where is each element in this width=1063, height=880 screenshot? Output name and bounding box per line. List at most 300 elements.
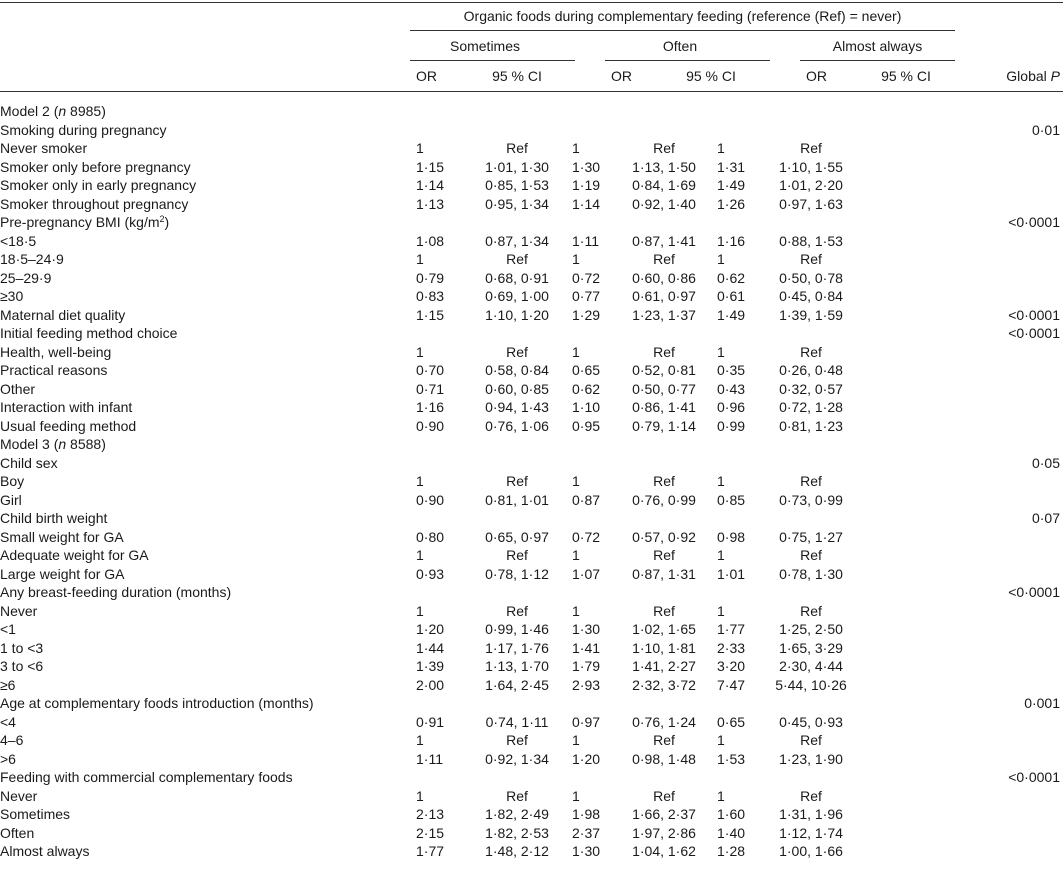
- or-often-cell: 1: [572, 602, 580, 619]
- row-label: [0, 435, 416, 454]
- ci-header-often: 95 % CI: [686, 68, 736, 84]
- or-sometimes-cell: 1: [416, 251, 424, 268]
- row-label-text: 4–6: [0, 732, 24, 749]
- ci-sometimes-cell: 0·74, 1·11: [485, 713, 549, 730]
- row-label: [0, 620, 416, 639]
- ci-almost-always-cell: 0·81, 1·23: [779, 417, 843, 434]
- ci-header-sometimes: 95 % CI: [492, 68, 542, 84]
- table-row: [0, 158, 1063, 177]
- row-label-n: n: [58, 103, 67, 120]
- ci-sometimes-cell: [462, 768, 572, 787]
- ci-sometimes-cell: [462, 583, 572, 602]
- or-sometimes-cell: [416, 324, 462, 343]
- ci-almost-always-cell: 0·75, 1·27: [779, 528, 843, 545]
- or-almost-always-cell: 1: [717, 602, 725, 619]
- table-row: [0, 676, 1063, 695]
- ci-often-cell: [611, 768, 717, 787]
- or-sometimes-cell: 2·15: [416, 824, 445, 841]
- row-label-text: Small weight for GA: [0, 528, 124, 545]
- or-sometimes-cell: 1: [416, 787, 424, 804]
- ci-almost-always-cell: 0·50, 0·78: [779, 269, 843, 286]
- global-p-cell: <0·0001: [1008, 769, 1060, 786]
- global-p-cell: [866, 361, 1063, 380]
- or-sometimes-cell: 0·80: [416, 528, 445, 545]
- row-label-text: Smoker only before pregnancy: [0, 158, 191, 175]
- ci-sometimes-cell: 0·87, 1·34: [485, 232, 549, 249]
- or-often-cell: 1: [572, 343, 580, 360]
- global-p-cell: [866, 824, 1063, 843]
- row-label: [0, 787, 416, 806]
- ci-almost-always-cell: 0·97, 1·63: [779, 195, 843, 212]
- ci-sometimes-cell: Ref: [506, 251, 528, 268]
- ci-often-cell: Ref: [653, 343, 675, 360]
- global-p-cell: [866, 380, 1063, 399]
- table-row: [0, 768, 1063, 787]
- ci-sometimes-cell: [462, 324, 572, 343]
- or-often-cell: 1: [572, 473, 580, 490]
- or-often-cell: 0·72: [572, 269, 601, 286]
- ci-sometimes-cell: [462, 509, 572, 528]
- ci-sometimes-cell: [462, 102, 572, 121]
- or-sometimes-cell: 1·16: [416, 399, 445, 416]
- global-p-cell: [866, 787, 1063, 806]
- row-label: [0, 472, 416, 491]
- group-title: Organic foods during complementary feeding (reference (Ref) = never): [463, 8, 902, 24]
- ci-almost-always-cell: 1·39, 1·59: [779, 306, 843, 323]
- ci-almost-always-cell: 0·32, 0·57: [779, 380, 843, 397]
- or-often-cell: [572, 454, 611, 473]
- ci-often-cell: 1·02, 1·65: [632, 621, 696, 638]
- or-sometimes-cell: 0·71: [416, 380, 445, 397]
- ci-sometimes-cell: Ref: [506, 343, 528, 360]
- or-often-cell: [572, 121, 611, 140]
- or-sometimes-cell: [416, 454, 462, 473]
- or-almost-always-cell: [717, 694, 756, 713]
- ci-often-cell: 0·57, 0·92: [632, 528, 696, 545]
- global-p-header: [1006, 67, 1060, 85]
- ci-almost-always-cell: [756, 435, 866, 454]
- or-often-cell: [572, 102, 611, 121]
- or-almost-always-cell: [717, 583, 756, 602]
- row-label-text: 1 to <3: [0, 639, 44, 656]
- data-table: [0, 102, 1063, 861]
- or-sometimes-cell: [416, 694, 462, 713]
- ci-almost-always-cell: [756, 102, 866, 121]
- row-label: [0, 805, 416, 824]
- or-often-cell: 1: [572, 140, 580, 157]
- global-p-cell: 0·05: [1031, 454, 1060, 471]
- table-row: [0, 361, 1063, 380]
- ci-often-cell: Ref: [653, 602, 675, 619]
- row-label-text: Never: [0, 602, 38, 619]
- top-rule: [0, 2, 1063, 3]
- ci-often-cell: 0·87, 1·41: [632, 232, 696, 249]
- ci-sometimes-cell: 0·76, 1·06: [485, 417, 549, 434]
- global-p-cell: [866, 565, 1063, 584]
- row-label: [0, 139, 416, 158]
- ci-almost-always-cell: 0·45, 0·84: [779, 288, 843, 305]
- table-row: [0, 713, 1063, 732]
- row-label-text: ≥30: [0, 288, 24, 305]
- or-often-cell: 0·87: [572, 491, 601, 508]
- global-p-cell: <0·0001: [1008, 584, 1060, 601]
- ci-often-cell: 1·04, 1·62: [632, 843, 696, 860]
- table-row: [0, 602, 1063, 621]
- row-label-text: 3 to <6: [0, 658, 44, 675]
- ci-sometimes-cell: 1·48, 2·12: [485, 843, 549, 860]
- ci-almost-always-cell: Ref: [800, 732, 822, 749]
- global-p-label: Global: [1006, 68, 1051, 84]
- or-often-cell: 1·20: [572, 750, 601, 767]
- or-often-cell: [572, 583, 611, 602]
- ci-sometimes-cell: 1·82, 2·53: [485, 824, 549, 841]
- ci-almost-always-cell: Ref: [800, 140, 822, 157]
- or-often-cell: 0·77: [572, 288, 601, 305]
- table-row: [0, 787, 1063, 806]
- ci-almost-always-cell: [756, 454, 866, 473]
- or-sometimes-cell: 0·70: [416, 362, 445, 379]
- table-row: [0, 583, 1063, 602]
- row-label: [0, 287, 416, 306]
- or-sometimes-cell: 2·13: [416, 806, 445, 823]
- global-p-cell: <0·0001: [1008, 214, 1060, 231]
- global-p-cell: [866, 287, 1063, 306]
- or-sometimes-cell: [416, 583, 462, 602]
- ci-sometimes-cell: 0·65, 0·97: [485, 528, 549, 545]
- global-p-cell: [866, 657, 1063, 676]
- table-row: [0, 176, 1063, 195]
- ci-often-cell: 2·32, 3·72: [632, 676, 696, 693]
- ci-often-cell: Ref: [653, 787, 675, 804]
- row-label: [0, 398, 416, 417]
- ci-sometimes-cell: [462, 213, 572, 232]
- row-label-text: >6: [0, 750, 16, 767]
- table-row: [0, 620, 1063, 639]
- or-almost-always-cell: [717, 121, 756, 140]
- global-p-cell: [866, 491, 1063, 510]
- ci-sometimes-cell: [462, 121, 572, 140]
- row-label-text: Boy: [0, 473, 25, 490]
- row-label-text: Model 2 (: [0, 103, 59, 120]
- or-often-cell: 0·72: [572, 528, 601, 545]
- global-p-cell: [866, 102, 1063, 121]
- or-sometimes-cell: 1·20: [416, 621, 445, 638]
- ci-often-cell: 1·13, 1·50: [632, 158, 696, 175]
- sub-rule-often: [605, 60, 770, 61]
- global-p-cell: [866, 269, 1063, 288]
- or-almost-always-cell: 0·35: [717, 362, 746, 379]
- row-label: [0, 269, 416, 288]
- or-sometimes-cell: 0·91: [416, 713, 445, 730]
- ci-often-cell: 1·10, 1·81: [632, 639, 696, 656]
- ci-sometimes-cell: 1·82, 2·49: [485, 806, 549, 823]
- ci-sometimes-cell: 1·64, 2·45: [485, 676, 549, 693]
- or-often-cell: 1·41: [572, 639, 601, 656]
- or-sometimes-cell: 0·79: [416, 269, 445, 286]
- row-label-text: <18·5: [0, 232, 37, 249]
- ci-often-cell: Ref: [653, 547, 675, 564]
- group-rule: [410, 30, 955, 31]
- row-label-suffix: 8588): [66, 436, 106, 453]
- row-label: [0, 546, 416, 565]
- or-often-cell: 1: [572, 251, 580, 268]
- or-often-cell: 1·14: [572, 195, 601, 212]
- global-p-cell: [866, 620, 1063, 639]
- row-label-text: Adequate weight for GA: [0, 547, 149, 564]
- sub-rule-sometimes: [410, 60, 575, 61]
- global-p-cell: [866, 472, 1063, 491]
- or-almost-always-cell: 1·40: [717, 824, 746, 841]
- ci-almost-always-cell: 1·10, 1·55: [779, 158, 843, 175]
- row-label: [0, 250, 416, 269]
- table-row: [0, 398, 1063, 417]
- ci-often-cell: 0·76, 0·99: [632, 491, 696, 508]
- row-label-text: <1: [0, 621, 16, 638]
- or-often-cell: 1·98: [572, 806, 601, 823]
- or-often-cell: 1·30: [572, 158, 601, 175]
- or-often-cell: 1·10: [572, 399, 601, 416]
- or-almost-always-cell: 1·60: [717, 806, 746, 823]
- row-label-suffix: 8985): [66, 103, 106, 120]
- table-row: [0, 472, 1063, 491]
- ci-often-cell: 1·41, 2·27: [632, 658, 696, 675]
- table-row: [0, 435, 1063, 454]
- ci-sometimes-cell: 0·60, 0·85: [485, 380, 549, 397]
- row-label-text: Age at complementary foods introduction (months): [0, 695, 314, 712]
- or-almost-always-cell: 1·31: [717, 158, 746, 175]
- global-p-cell: [866, 232, 1063, 251]
- or-almost-always-cell: 7·47: [717, 676, 746, 693]
- ci-often-cell: 1·97, 2·86: [632, 824, 696, 841]
- ci-sometimes-cell: 1·13, 1·70: [485, 658, 549, 675]
- ci-almost-always-cell: Ref: [800, 602, 822, 619]
- global-p-cell: [866, 731, 1063, 750]
- global-p-cell: [866, 639, 1063, 658]
- level-sometimes: Sometimes: [449, 38, 521, 54]
- or-often-cell: 0·62: [572, 380, 601, 397]
- global-p-cell: [866, 398, 1063, 417]
- ci-often-cell: 1·23, 1·37: [632, 306, 696, 323]
- row-label: [0, 158, 416, 177]
- or-often-cell: [572, 768, 611, 787]
- row-label: [0, 195, 416, 214]
- ci-often-cell: Ref: [653, 251, 675, 268]
- table-row: [0, 750, 1063, 769]
- row-label: [0, 750, 416, 769]
- or-sometimes-cell: [416, 509, 462, 528]
- or-sometimes-cell: [416, 213, 462, 232]
- row-label-text: Never: [0, 787, 38, 804]
- ci-often-cell: 0·84, 1·69: [632, 177, 696, 194]
- or-often-cell: 1·11: [572, 232, 599, 249]
- row-label-text: Feeding with commercial complementary foods: [0, 769, 293, 786]
- row-label: [0, 528, 416, 547]
- global-p-cell: [866, 750, 1063, 769]
- or-often-cell: 1: [572, 732, 580, 749]
- or-sometimes-cell: 0·83: [416, 288, 445, 305]
- ci-almost-always-cell: Ref: [800, 251, 822, 268]
- or-almost-always-cell: [717, 324, 756, 343]
- row-label-text: Child birth weight: [0, 510, 108, 527]
- or-often-cell: 2·37: [572, 824, 601, 841]
- or-almost-always-cell: 1: [717, 547, 725, 564]
- or-almost-always-cell: 1·28: [717, 843, 746, 860]
- global-p-cell: [866, 343, 1063, 362]
- ci-sometimes-cell: 1·10, 1·20: [485, 306, 549, 323]
- ci-sometimes-cell: 0·85, 1·53: [485, 177, 549, 194]
- global-p-cell: [866, 842, 1063, 861]
- row-label-suffix: ): [164, 214, 170, 231]
- or-almost-always-cell: 1: [717, 343, 725, 360]
- row-label-text: Smoker only in early pregnancy: [0, 177, 197, 194]
- or-often-cell: 1: [572, 547, 580, 564]
- or-almost-always-cell: [717, 213, 756, 232]
- table-row: [0, 269, 1063, 288]
- row-label: [0, 676, 416, 695]
- table-row: [0, 417, 1063, 436]
- or-sometimes-cell: 1·39: [416, 658, 445, 675]
- row-label-text: Maternal diet quality: [0, 306, 126, 323]
- ci-almost-always-cell: 1·00, 1·66: [779, 843, 843, 860]
- ci-often-cell: 1·66, 2·37: [632, 806, 696, 823]
- ci-sometimes-cell: [462, 694, 572, 713]
- ci-almost-always-cell: [756, 213, 866, 232]
- table-row: [0, 195, 1063, 214]
- or-almost-always-cell: 0·65: [717, 713, 746, 730]
- ci-sometimes-cell: 0·69, 1·00: [485, 288, 549, 305]
- row-label: [0, 565, 416, 584]
- row-label: [0, 602, 416, 621]
- row-label-text: Smoking during pregnancy: [0, 121, 167, 138]
- table-row: [0, 805, 1063, 824]
- or-sometimes-cell: 1: [416, 547, 424, 564]
- row-label: [0, 824, 416, 843]
- or-sometimes-cell: [416, 768, 462, 787]
- ci-sometimes-cell: 0·99, 1·46: [485, 621, 549, 638]
- global-p-cell: 0·001: [1024, 695, 1060, 712]
- or-almost-always-cell: 0·98: [717, 528, 746, 545]
- row-label-text: Large weight for GA: [0, 565, 125, 582]
- or-sometimes-cell: [416, 121, 462, 140]
- ci-often-cell: 0·92, 1·40: [632, 195, 696, 212]
- global-p-cell: [866, 417, 1063, 436]
- or-almost-always-cell: 1·01: [717, 565, 746, 582]
- global-p-cell: [866, 158, 1063, 177]
- or-almost-always-cell: 0·85: [717, 491, 746, 508]
- ci-sometimes-cell: Ref: [506, 473, 528, 490]
- or-almost-always-cell: 1: [717, 787, 725, 804]
- ci-header-almost-always: 95 % CI: [881, 68, 931, 84]
- row-label: [0, 213, 416, 232]
- row-label: [0, 361, 416, 380]
- table-row: [0, 657, 1063, 676]
- ci-sometimes-cell: 1·01, 1·30: [485, 158, 549, 175]
- or-almost-always-cell: [717, 435, 756, 454]
- or-sometimes-cell: 0·90: [416, 417, 445, 434]
- or-almost-always-cell: 2·33: [717, 639, 746, 656]
- ci-often-cell: 0·79, 1·14: [632, 417, 696, 434]
- global-p-cell: [866, 195, 1063, 214]
- row-label-text: Model 3 (: [0, 436, 59, 453]
- row-label: [0, 417, 416, 436]
- or-header-sometimes: OR: [416, 68, 437, 84]
- table-row: [0, 491, 1063, 510]
- table-row: [0, 509, 1063, 528]
- or-almost-always-cell: 1: [717, 732, 725, 749]
- row-label-text: Usual feeding method: [0, 417, 137, 434]
- ci-often-cell: [611, 583, 717, 602]
- ci-often-cell: [611, 121, 717, 140]
- ci-sometimes-cell: 0·81, 1·01: [485, 491, 549, 508]
- row-label: [0, 454, 416, 473]
- ci-sometimes-cell: 0·92, 1·34: [485, 750, 549, 767]
- ci-often-cell: [611, 694, 717, 713]
- ci-often-cell: 0·98, 1·48: [632, 750, 696, 767]
- or-sometimes-cell: 1: [416, 602, 424, 619]
- or-header-often: OR: [611, 68, 632, 84]
- or-sometimes-cell: 0·93: [416, 565, 445, 582]
- ci-almost-always-cell: 0·88, 1·53: [779, 232, 843, 249]
- row-label: [0, 768, 416, 787]
- table-row: [0, 324, 1063, 343]
- or-often-cell: 0·97: [572, 713, 601, 730]
- or-almost-always-cell: 1·26: [717, 195, 746, 212]
- ci-sometimes-cell: Ref: [506, 602, 528, 619]
- level-often: Often: [662, 38, 698, 54]
- or-almost-always-cell: 1: [717, 251, 725, 268]
- or-often-cell: 1: [572, 787, 580, 804]
- row-label: [0, 121, 416, 140]
- or-sometimes-cell: 0·90: [416, 491, 445, 508]
- row-label: [0, 491, 416, 510]
- header-bottom-rule: [0, 91, 1063, 92]
- or-often-cell: 1·19: [572, 177, 601, 194]
- or-often-cell: 0·95: [572, 417, 601, 434]
- row-label: [0, 176, 416, 195]
- row-label: [0, 232, 416, 251]
- ci-often-cell: Ref: [653, 732, 675, 749]
- table-row: [0, 639, 1063, 658]
- global-p-cell: [866, 546, 1063, 565]
- table-row: [0, 380, 1063, 399]
- ci-sometimes-cell: 1·17, 1·76: [485, 639, 549, 656]
- ci-almost-always-cell: 0·78, 1·30: [779, 565, 843, 582]
- row-label: [0, 713, 416, 732]
- table-row: [0, 694, 1063, 713]
- ci-often-cell: [611, 509, 717, 528]
- row-label-text: Practical reasons: [0, 362, 108, 379]
- ci-almost-always-cell: 1·12, 1·74: [779, 824, 843, 841]
- ci-almost-always-cell: [756, 509, 866, 528]
- ci-often-cell: Ref: [653, 473, 675, 490]
- ci-sometimes-cell: [462, 435, 572, 454]
- or-almost-always-cell: 0·99: [717, 417, 746, 434]
- row-label: [0, 509, 416, 528]
- ci-often-cell: 0·87, 1·31: [632, 565, 696, 582]
- ci-often-cell: [611, 435, 717, 454]
- global-p-cell: [866, 805, 1063, 824]
- ci-almost-always-cell: 1·65, 3·29: [779, 639, 843, 656]
- global-p-cell: <0·0001: [1008, 325, 1060, 342]
- table-row: [0, 454, 1063, 473]
- or-often-cell: 2·93: [572, 676, 601, 693]
- table-row: [0, 232, 1063, 251]
- or-sometimes-cell: 1·13: [416, 195, 445, 212]
- global-p-symbol: P: [1050, 68, 1060, 84]
- row-label: [0, 731, 416, 750]
- row-label-text: Almost always: [0, 843, 90, 860]
- ci-sometimes-cell: Ref: [506, 547, 528, 564]
